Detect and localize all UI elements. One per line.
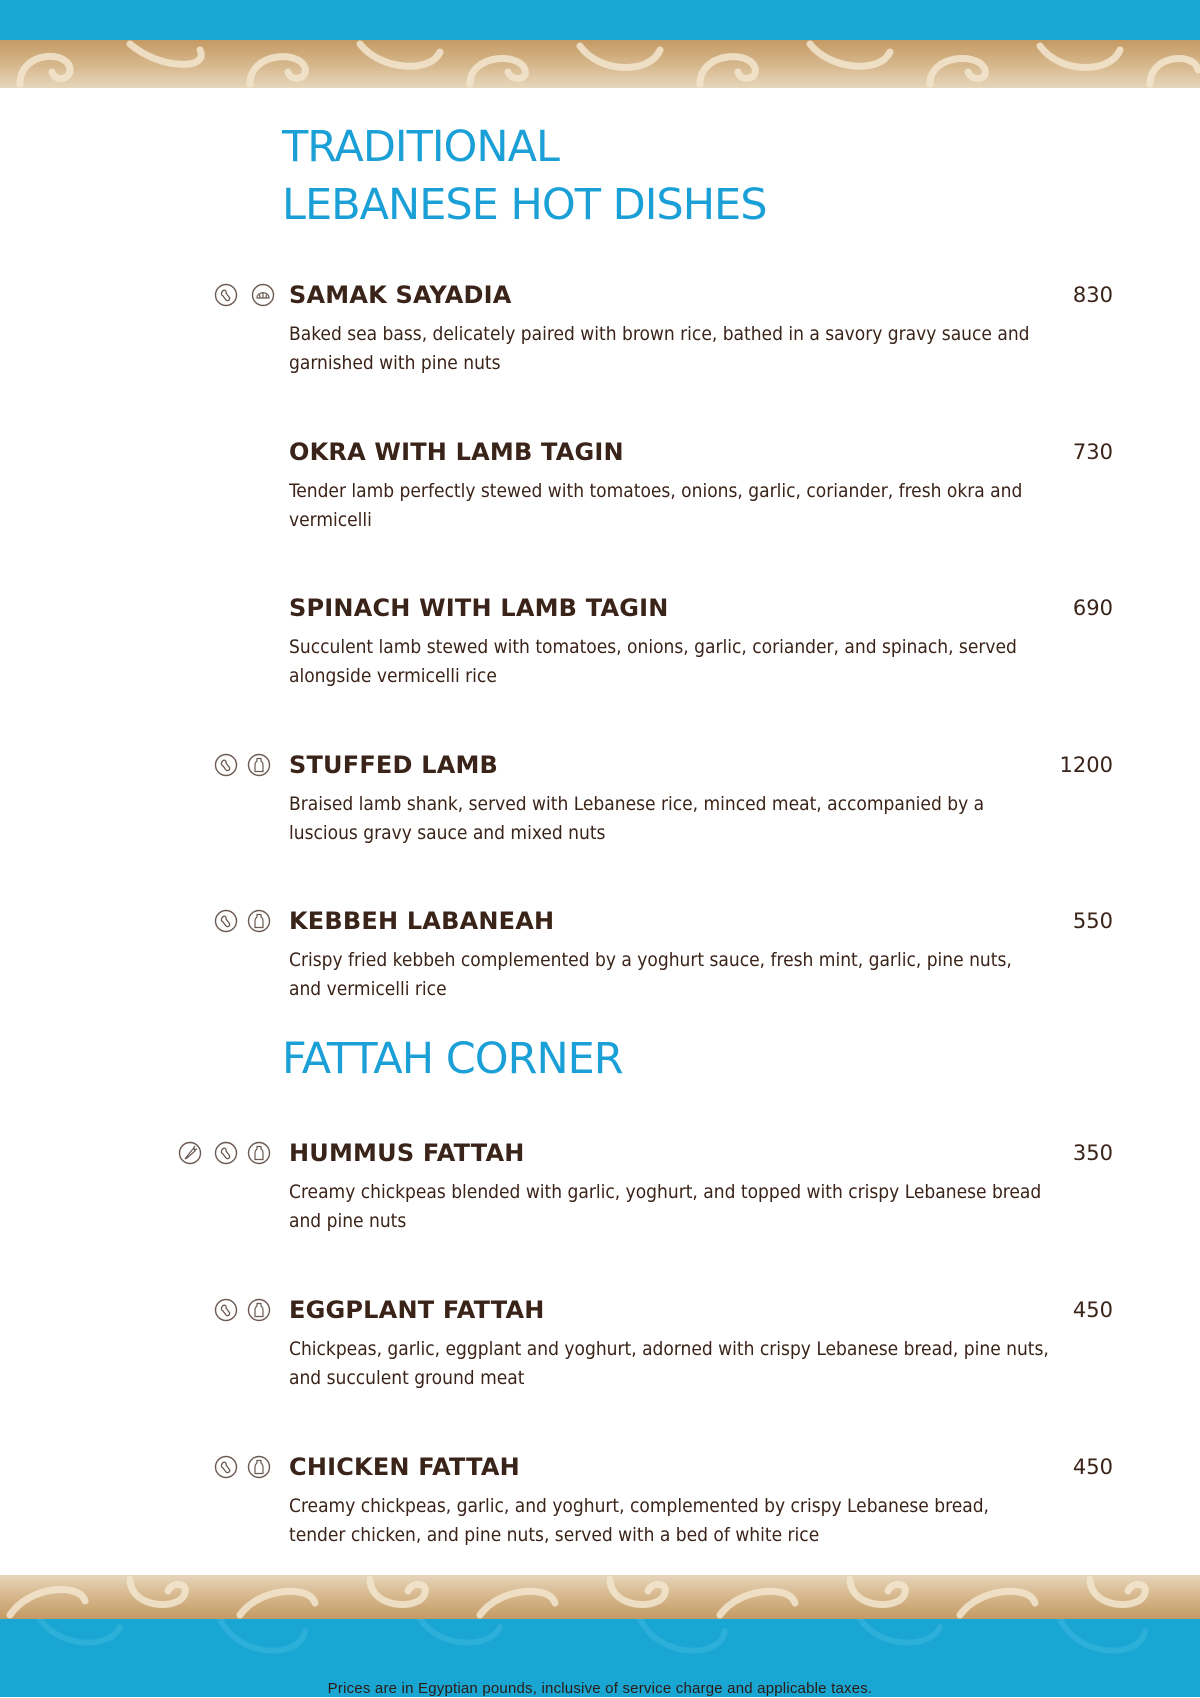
item-price: 730 [1072, 440, 1113, 464]
scroll-ornament [0, 1575, 1200, 1619]
item-name: OKRA WITH LAMB TAGIN [289, 438, 624, 466]
nut-icon [214, 283, 238, 307]
item-description: Braised lamb shank, served with Lebanese rice, minced meat, accompanied by a luscious gravy sauce and mixed nuts [289, 793, 985, 844]
item-price: 830 [1072, 283, 1113, 307]
item-name: STUFFED LAMB [289, 751, 499, 779]
item-name: EGGPLANT FATTAH [289, 1296, 545, 1324]
item-description: Baked sea bass, delicately paired with brown rice, bathed in a savory gravy sauce and garnished with pine nuts [289, 323, 1030, 374]
vegetarian-icon [178, 1141, 202, 1165]
bottom-decorative-band [0, 1575, 1200, 1697]
item-description: Chickpeas, garlic, eggplant and yoghurt, adorned with crispy Lebanese bread, pine nuts, and succulent ground meat [289, 1338, 1049, 1389]
dairy-icon [247, 753, 271, 777]
item-price: 350 [1072, 1141, 1113, 1165]
top-scroll-pattern [0, 40, 1200, 88]
nut-icon [214, 1298, 238, 1322]
item-name: HUMMUS FATTAH [289, 1139, 525, 1167]
dairy-icon [247, 1141, 271, 1165]
section-title-line-2: LEBANESE HOT DISHES [282, 180, 767, 230]
footer-price-note: Prices are in Egyptian pounds, inclusive of service charge and applicable taxes. [327, 1680, 873, 1697]
section-title-hot-dishes [282, 118, 767, 234]
item-name: KEBBEH LABANEAH [289, 907, 555, 935]
top-decorative-band [0, 0, 1200, 88]
item-price: 450 [1072, 1455, 1113, 1479]
item-name: CHICKEN FATTAH [289, 1453, 520, 1481]
section-title-line-1: TRADITIONAL [282, 122, 559, 172]
item-description: Tender lamb perfectly stewed with tomatoes, onions, garlic, coriander, fresh okra and vermicelli [289, 480, 1023, 531]
item-description: Creamy chickpeas, garlic, and yoghurt, complemented by crispy Lebanese bread, tender chicken, and pine nuts, served with a bed of white rice [289, 1495, 989, 1546]
top-blue-stripe [0, 0, 1200, 40]
item-description: Succulent lamb stewed with tomatoes, onions, garlic, coriander, and spinach, served alongside vermicelli rice [289, 636, 1017, 687]
item-price: 690 [1072, 596, 1113, 620]
shellfish-icon [251, 283, 275, 307]
nut-icon [214, 1141, 238, 1165]
item-price: 450 [1072, 1298, 1113, 1322]
bottom-scroll-pattern [0, 1575, 1200, 1619]
section-title-line-1: FATTAH CORNER [282, 1034, 623, 1084]
nut-icon [214, 1455, 238, 1479]
item-description: Crispy fried kebbeh complemented by a yoghurt sauce, fresh mint, garlic, pine nuts, and vermicelli rice [289, 949, 1012, 1000]
item-price: 550 [1072, 909, 1113, 933]
item-price: 1200 [1059, 753, 1113, 777]
section-title-fattah-corner [282, 1030, 623, 1088]
item-name: SAMAK SAYADIA [289, 281, 512, 309]
nut-icon [214, 753, 238, 777]
nut-icon [214, 909, 238, 933]
dairy-icon [247, 1298, 271, 1322]
dairy-icon [247, 909, 271, 933]
item-description: Creamy chickpeas blended with garlic, yoghurt, and topped with crispy Lebanese bread and pine nuts [289, 1181, 1042, 1232]
dairy-icon [247, 1455, 271, 1479]
scroll-ornament [0, 40, 1200, 88]
item-name: SPINACH WITH LAMB TAGIN [289, 594, 669, 622]
